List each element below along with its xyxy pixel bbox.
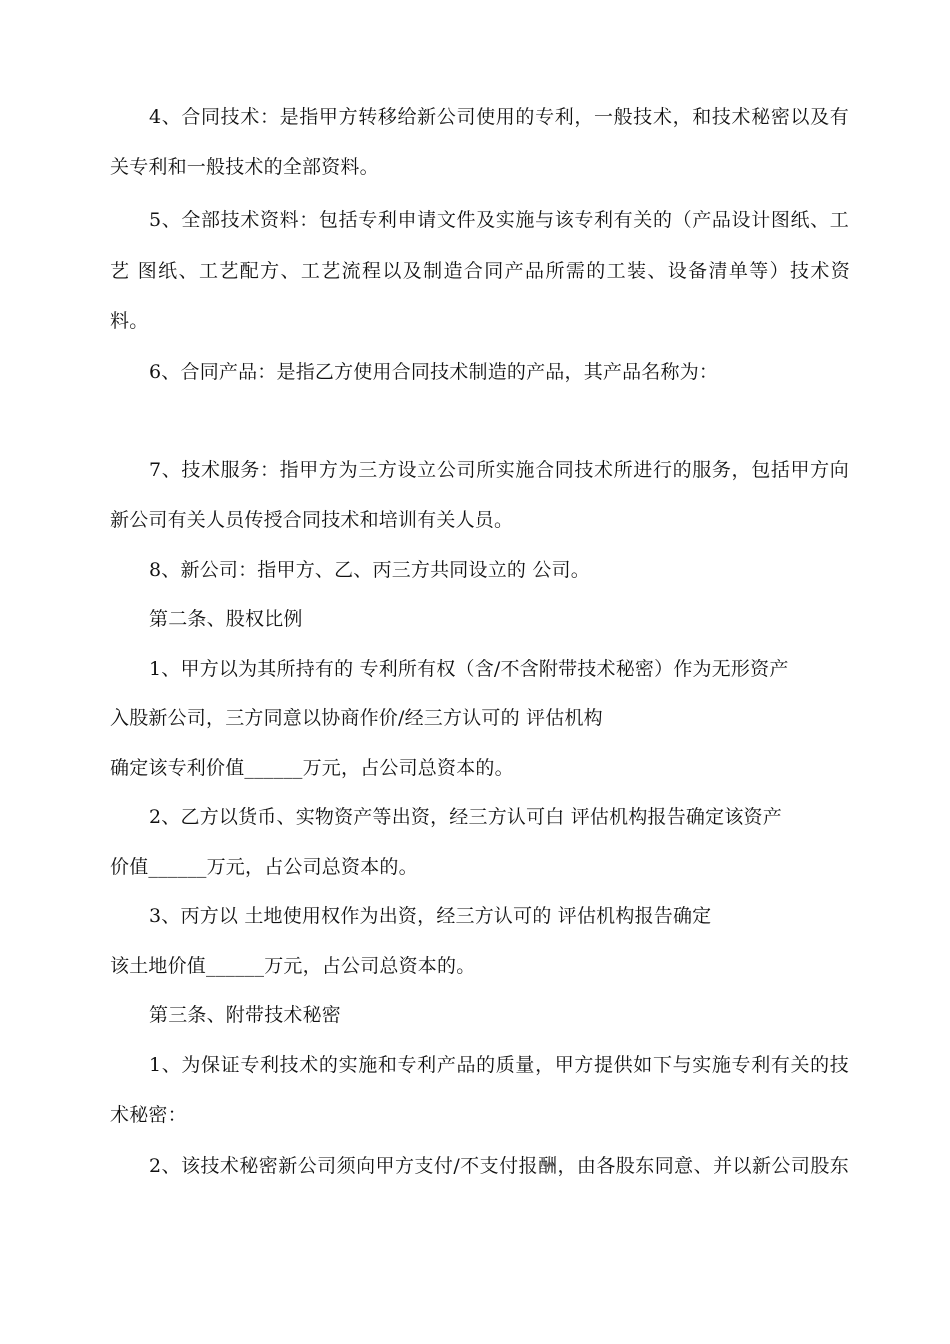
text-line: 术秘密： (110, 1104, 187, 1126)
text-line: 8、新公司：指甲方、乙、丙三方共同设立的 公司。 (149, 559, 590, 581)
section-heading: 第二条、股权比例 (149, 608, 303, 630)
text-line: 该土地价值______万元，占公司总资本的。 (110, 955, 476, 977)
text-line: 2、乙方以货币、实物资产等出资，经三方认可白 评估机构报告确定该资产 (149, 806, 782, 828)
text-line: 4、合同技术：是指甲方转移给新公司使用的专利，一般技术，和技术秘密以及有 (149, 106, 849, 128)
text-line: 料。 (110, 310, 149, 332)
text-line: 3、丙方以 土地使用权作为出资，经三方认可的 评估机构报告确定 (149, 905, 712, 927)
text-line: 2、该技术秘密新公司须向甲方支付/不支付报酬，由各股东同意、并以新公司股东 (149, 1155, 849, 1177)
text-line: 5、全部技术资料：包括专利申请文件及实施与该专利有关的（产品设计图纸、工 (149, 209, 849, 231)
text-line: 艺 图纸、工艺配方、工艺流程以及制造合同产品所需的工装、设备清单等）技术资 (110, 260, 850, 282)
text-line: 确定该专利价值______万元，占公司总资本的。 (110, 757, 514, 779)
section-heading: 第三条、附带技术秘密 (149, 1004, 342, 1026)
text-line: 7、技术服务：指甲方为三方设立公司所实施合同技术所进行的服务，包括甲方向 (149, 459, 849, 481)
text-line: 入股新公司，三方同意以协商作价/经三方认可的 评估机构 (110, 707, 603, 729)
text-line: 1、为保证专利技术的实施和专利产品的质量，甲方提供如下与实施专利有关的技 (149, 1054, 849, 1076)
text-line: 6、合同产品：是指乙方使用合同技术制造的产品，其产品名称为： (149, 361, 719, 383)
text-line: 1、甲方以为其所持有的 专利所有权（含/不含附带技术秘密）作为无形资产 (149, 658, 789, 680)
text-line: 新公司有关人员传授合同技术和培训有关人员。 (110, 509, 514, 531)
text-line: 价值______万元，占公司总资本的。 (110, 856, 418, 878)
text-line: 关专利和一般技术的全部资料。 (110, 156, 379, 178)
